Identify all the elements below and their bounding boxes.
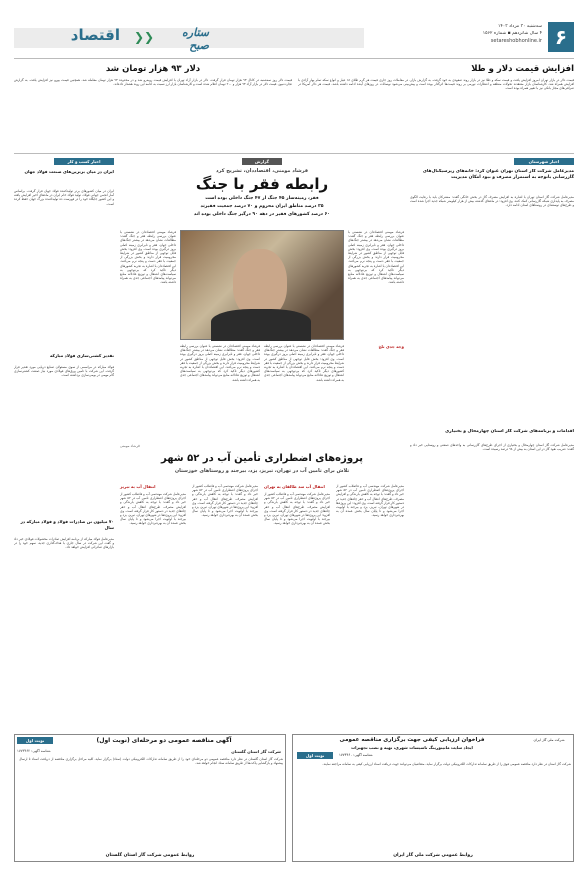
ad-code: شناسه آگهی: ۱۷۷۳۴۶۲ [17, 749, 51, 753]
date-line: سه‌شنبه ۳۰ مرداد ۱۴۰۳ [497, 24, 542, 29]
news-body: مدیرعامل فولاد مبارکه از برنامه افزایش صادرات محصولات فولادی خبر داد و گفت این شرکت در سال جاری با هدف‌گذاری جدید، سهم خود را در بازارهای صادراتی افزایش خواهد داد. [14, 537, 114, 550]
news-body: فولاد مبارکه در مراسمی از سوی مسئولان صنایع دریایی مورد تقدیر قرار گرفت. این شرکت با تامین ورق‌های فولادی مورد نیاز صنعت کشتی‌سازی گام مهمی در بومی‌سازی برداشته است. [14, 365, 114, 378]
feature-kicker: فرشاد مومنی، اقتصاددان، تشریح کرد [215, 168, 309, 174]
ad-golestan [14, 734, 286, 862]
chevron-icon: ❮❮ [134, 30, 155, 44]
ad-title: آگهی مناقصه عمومی دو مرحله‌ای (نوبت اول) [96, 737, 232, 744]
feature-bullet: ۶۰ درصد کشورهای فقیر در دهه ۹۰ درگیر جنگ داخلی بوده اند [193, 212, 331, 217]
feature-title: رابطه فقر با جنگ [195, 175, 329, 193]
water-subhead: انتقال آب به تبریز [120, 484, 156, 489]
ad-title: فراخوان ارزیابی کیفی جهت برگزاری مناقصه عمومی [339, 737, 485, 743]
news-title: ایران در میان برترین‌های صنعت فولاد جهان [24, 169, 114, 174]
page-number-badge: ۶ [548, 22, 574, 52]
ad-org: شرکت ملی گاز ایران [533, 738, 565, 742]
feature-photo [180, 230, 344, 340]
ad-subtitle: ایجاد سایت مانیتورینگ تاسیسات شهری، تهیه و نصب تجهیزات [351, 745, 473, 750]
ad-stage: نوبت اول [297, 752, 333, 759]
water-title: پروژه‌های اضطراری تأمین آب در ۵۲ شهر [160, 453, 364, 464]
water-body: مدیرعامل شرکت مهندسی آب و فاضلاب کشور از اجرای پروژه‌های اضطراری تامین آب در ۵۲ شهر خبر داد و گفت: با توجه به کاهش بارندگی و افزایش مصرف، طرح‌های انتقال آب و حفر چاه‌های جدید در دستور کار قرار گرفته است. وی افزود: این پروژه‌ها در شهرهای تهران، تبریز، یزد و بیرجند با اولویت اجرا می‌شود و تا پایان سال بخش عمده آن به بهره‌برداری خواهد رسید. [336, 484, 404, 518]
ad-org: شرکت گاز استان گلستان [231, 749, 281, 754]
feature-article [120, 158, 404, 448]
news-body: ایران در میان کشورهای برتر تولیدکننده فولاد جهان قرار گرفت. براساس آمار انجمن جهانی فولاد، تولید فولاد خام ایران در ماه‌های اخیر افزایش یافته و این کشور جایگاه خود را در فهرست ده تولیدکننده بزرگ جهان حفظ کرده است. [14, 189, 114, 206]
news-body: مدیرعامل شرکت گاز استان چهارمحال و بختیاری از اجرای طرح‌های گازرسانی به واحدهای صنعتی و روستایی خبر داد و گفت: ضریب نفوذ گاز در این استان به بیش از ۹۸ درصد رسیده است. [410, 443, 574, 452]
water-body: مدیرعامل شرکت مهندسی آب و فاضلاب کشور از اجرای پروژه‌های اضطراری تامین آب در ۵۲ شهر خبر داد و گفت: با توجه به کاهش بارندگی و افزایش مصرف، طرح‌های انتقال آب و حفر چاه‌های جدید در دستور کار قرار گرفته است. وی افزود: این پروژه‌ها در شهرهای تهران، تبریز، یزد و بیرجند با اولویت اجرا می‌شود و تا پایان سال بخش عمده آن به بهره‌برداری خواهد رسید. [192, 484, 258, 518]
ad-body: شرکت گاز استان در نظر دارد مناقصه عمومی فوق را از طریق سامانه تدارکات الکترونیکی دولت برگزار نماید. متقاضیان می‌توانند جهت دریافت اسناد ارزیابی کیفی به سامانه مراجعه نمایند. [322, 762, 571, 766]
news-body: مدیرعامل شرکت گاز استان تهران با اشاره به افزایش مصرف گاز در بخش خانگی گفت: مشترکان باید با رعایت الگوی مصرف به پایداری شبکه گازرسانی کمک کنند. وی افزود: در ماه‌های گذشته بیش از هزار کیلومتر شبکه جدید اجرا شده است و طرح‌های توسعه‌ای در روستاهای استان ادامه دارد. [410, 195, 574, 208]
feature-bullet: ۲۵ درصد مناطق ایران محروم و ۷۰ درصد جمعیت فقیرند [200, 204, 324, 209]
water-subhead: انتقال آب سد طالقان به تهران [264, 484, 325, 489]
ad-nigc [292, 734, 574, 862]
ad-footer: روابط عمومی شرکت ملی گاز ایران [393, 853, 473, 858]
water-article [120, 452, 404, 728]
section-title: اقتصاد [70, 26, 120, 44]
feature-tag: گزارش [242, 158, 282, 165]
header-rule [14, 58, 574, 59]
feature-byline: فرشاد مومنی [120, 444, 140, 448]
feature-subhead: وجه جدی تلخ [378, 344, 404, 349]
feature-bullet: فقر، زمینه‌ساز ۴۵ جنگ از ۴۷ جنگ داخلی بوده است [205, 196, 319, 201]
news-title: مدیرعامل شرکت گاز استان تهران عنوان کرد: خانه‌های زیرسیگنال‌های گازرسانی باتوجه به استمرار مصرف و نبود امکان مدیریت [422, 169, 574, 180]
ad-body: شرکت گاز استان گلستان در نظر دارد مناقصه عمومی دو مرحله‌ای خود را از طریق سامانه تدارکات الکترونیکی دولت (ستاد) برگزار نماید. کلیه مراحل برگزاری مناقصه از دریافت اسناد تا ارسال پیشنهاد و بازگشایی پاکت‌ها از طریق سامانه ستاد انجام خواهد شد. [19, 757, 283, 766]
water-body: مدیرعامل شرکت مهندسی آب و فاضلاب کشور از اجرای پروژه‌های اضطراری تامین آب در ۵۲ شهر خبر داد و گفت: با توجه به کاهش بارندگی و افزایش مصرف، طرح‌های انتقال آب و حفر چاه‌های جدید در دستور کار قرار گرفته است. وی افزود: این پروژه‌ها در شهرهای تهران، تبریز، یزد و بیرجند با اولویت اجرا می‌شود و تا پایان سال بخش عمده آن به بهره‌برداری خواهد رسید. [264, 492, 330, 526]
column-tag: اخبار شهرستان [514, 158, 574, 165]
news-title: تقدیر کشتی‌سازی فولاد مبارکه [49, 353, 114, 358]
feature-body-center: فرشاد مومنی اقتصاددان در نشستی با عنوان بررسی رابطه فقر و جنگ گفت: مطالعات نشان می‌دهد در بیشتر جنگ‌های داخلی جهان، فقر و نابرابری زمینه اصلی بروز درگیری بوده است. وی افزود: بخش قابل توجهی از مناطق کشور در شرایط محرومیت قرار دارند و بخش بزرگی از جمعیت با فقر دست و پنجه نرم می‌کنند. این اقتصاددان با اشاره به تجربه کشورهای دیگر تاکید کرد که بی‌توجهی به سیاست‌های اشتغال و توزیع عادلانه منابع می‌تواند پیامدهای اجتماعی جدی به همراه داشته باشد. [180, 344, 260, 382]
news-title: اقدامات و برنامه‌های شرکت گاز استان چهارمحال و بختیاری [445, 429, 574, 434]
top-article-gold [298, 64, 574, 150]
masthead [14, 22, 574, 56]
divider [14, 153, 574, 154]
ad-footer: روابط عمومی شرکت گاز استان گلستان [105, 853, 195, 858]
feature-body-center: فرشاد مومنی اقتصاددان در نشستی با عنوان بررسی رابطه فقر و جنگ گفت: مطالعات نشان می‌دهد در بیشتر جنگ‌های داخلی جهان، فقر و نابرابری زمینه اصلی بروز درگیری بوده است. وی افزود: بخش قابل توجهی از مناطق کشور در شرایط محرومیت قرار دارند و بخش بزرگی از جمعیت با فقر دست و پنجه نرم می‌کنند. این اقتصاددان با اشاره به تجربه کشورهای دیگر تاکید کرد که بی‌توجهی به سیاست‌های اشتغال و توزیع عادلانه منابع می‌تواند پیامدهای اجتماعی جدی به همراه داشته باشد. [264, 344, 344, 382]
column-tag: اخبار کسب و کار [54, 158, 114, 165]
website-url[interactable]: setareshobhonline.ir [490, 38, 542, 44]
left-column [14, 158, 114, 728]
top-article-dollar [14, 64, 292, 150]
feature-body-left: فرشاد مومنی اقتصاددان در نشستی با عنوان بررسی رابطه فقر و جنگ گفت: مطالعات نشان می‌دهد در بیشتر جنگ‌های داخلی جهان، فقر و نابرابری زمینه اصلی بروز درگیری بوده است. وی افزود: بخش قابل توجهی از مناطق کشور در شرایط محرومیت قرار دارند و بخش بزرگی از جمعیت با فقر دست و پنجه نرم می‌کنند. این اقتصاددان با اشاره به تجربه کشورهای دیگر تاکید کرد که بی‌توجهی به سیاست‌های اشتغال و توزیع عادلانه منابع می‌تواند پیامدهای اجتماعی جدی به همراه داشته باشد. [120, 230, 176, 285]
article-title: دلار ۹۳ هزار تومان شد [105, 64, 201, 74]
issue-line: ۴ سال شانزدهم ▪ شماره ۱۵۶۲ [482, 31, 542, 36]
article-title: افزایش قیمت دلار و طلا [471, 64, 574, 74]
news-title: ۷۰ میلیون تن صادرات فولاد و فولاد مبارکه در سال [20, 519, 114, 530]
article-body: قیمت دلار روز سه‌شنبه در کانال ۹۳ هزار تومان قرار گرفت. دلار در بازار آزاد تهران با افزایش قیمت روبه‌رو شد و در محدوده ۹۳ هزار تومان معامله شد. همچنین قیمت یورو نیز افزایش یافت. به گزارش تجارت‌نیوز، قیمت دلار در بازار آزاد ۹۳ هزار و ۲۰۰ تومان اعلام شده است و کارشناسان بازار ارز نسبت به ادامه این روند هشدار داده‌اند. [14, 78, 292, 87]
water-subtitle: تلاش برای تامین آب در تهران، تبریز، یزد، بیرجند و روستاهای خوزستان [174, 468, 350, 474]
ad-stage: نوبت اول [17, 737, 53, 744]
ad-code: شناسه آگهی: ۱۷۷۴۴۶۰ [339, 753, 373, 757]
portrait-suit [211, 309, 311, 341]
newspaper-logo: ستاره صبح [182, 26, 209, 52]
feature-body-right: فرشاد مومنی اقتصاددان در نشستی با عنوان بررسی رابطه فقر و جنگ گفت: مطالعات نشان می‌دهد در بیشتر جنگ‌های داخلی جهان، فقر و نابرابری زمینه اصلی بروز درگیری بوده است. وی افزود: بخش قابل توجهی از مناطق کشور در شرایط محرومیت قرار دارند و بخش بزرگی از جمعیت با فقر دست و پنجه نرم می‌کنند. این اقتصاددان با اشاره به تجربه کشورهای دیگر تاکید کرد که بی‌توجهی به سیاست‌های اشتغال و توزیع عادلانه منابع می‌تواند پیامدهای اجتماعی جدی به همراه داشته باشد. [348, 230, 404, 285]
article-body: قیمت دلار در بازار تهران امروز افزایش یافت و قیمت سکه و طلا نیز در بازار روند صعودی به خود گرفت. به گزارش بازار، در معاملات روز جاری قیمت هر گرم طلای ۱۸ عیار و انواع سکه تمام بهار آزادی با افزایش همراه شد. کارشناسان بازار معتقدند تحولات منطقه و انتظارات تورمی بر روند قیمت‌ها اثرگذار بوده است و پیش‌بینی می‌شود نوسانات در روزهای آینده ادامه داشته باشد. قیمت هر دلار آمریکا در صرافی‌های مجاز بانکی نیز با تغییر همراه بوده است. [298, 78, 574, 91]
water-body: مدیرعامل شرکت مهندسی آب و فاضلاب کشور از اجرای پروژه‌های اضطراری تامین آب در ۵۲ شهر خبر داد و گفت: با توجه به کاهش بارندگی و افزایش مصرف، طرح‌های انتقال آب و حفر چاه‌های جدید در دستور کار قرار گرفته است. وی افزود: این پروژه‌ها در شهرهای تهران، تبریز، یزد و بیرجند با اولویت اجرا می‌شود و تا پایان سال بخش عمده آن به بهره‌برداری خواهد رسید. [120, 492, 186, 526]
right-column [410, 158, 574, 728]
